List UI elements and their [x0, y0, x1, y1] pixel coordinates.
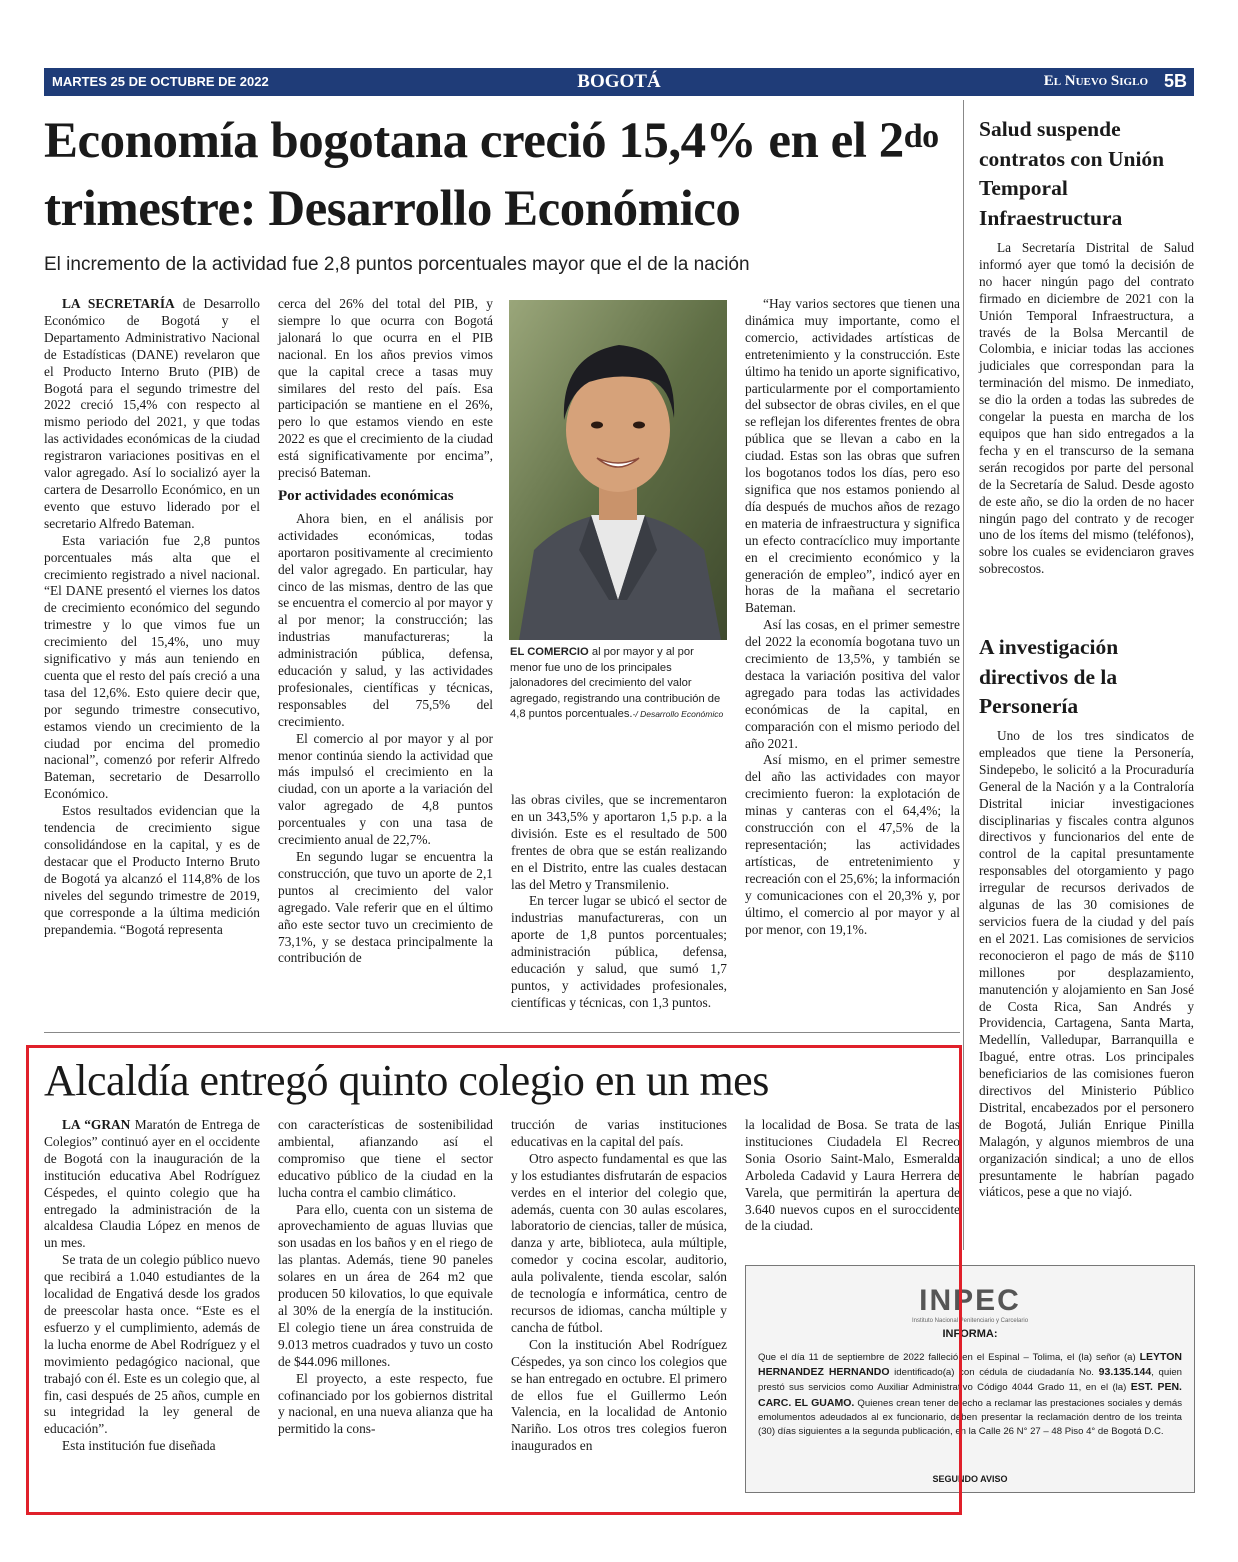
main-story-column-4	[745, 296, 960, 938]
paragraph: Ahora bien, en el análisis por actividades económicas, todas aportaron positivamente al crecimiento del valor agregado. En particular, hay cinco de las mismas, dentro de las que se encuentra el comercio al por mayor y al por menor; la construcción; las industrias manufactureras; la administración pública, defensa, educación y salud, y las actividades profesionales, científicas y técnicas, responsables del 75,5% del crecimiento.	[278, 510, 493, 729]
notice-title: INFORMA:	[942, 1328, 998, 1340]
paragraph: de Desarrollo Económico de Bogotá y el Departamento Administrativo Nacional de Estadísticas (DANE) revelaron que el Producto Interno Bruto (PIB) de Bogotá para el segundo trimestre del 2022 creció 15,4% con respecto al mismo periodo del 2021, y que todas las actividades económicas de la ciudad registraron variaciones positivas en el valor agregado. Así lo socializó ayer la cartera de Desarrollo Económico, en un evento que estuvo liderado por el secretario Alfredo Bateman.	[44, 296, 260, 531]
paragraph: con características de sostenibilidad ambiental, afianzando así el compromiso que tiene el sector educativo público de la ciudad en la lucha contra el cambio climático.	[278, 1117, 493, 1200]
sidebar-headline-health: Salud suspende contratos con Unión Temporal Infraestructura	[979, 117, 1165, 230]
paragraph: El comercio al por mayor y al por menor continúa siendo la actividad que más impulsó el crecimiento en la ciudad, con un aporte a la variación del valor agregado de 4,8 puntos porcentuales y con una tasa de crecimiento anual de 22,7%.	[278, 730, 493, 848]
paragraph: En segundo lugar se encuentra la construcción, que tuvo un aporte de 2,1 puntos al crecimiento del valor agregado. Vale referir que en el último año este sector tuvo un crecimiento de 73,1%, y se destaca principalmente la contribución de	[278, 849, 493, 966]
section-subhead: Por actividades económicas	[278, 487, 454, 504]
lead-in: LA “GRAN	[62, 1117, 131, 1132]
photo-caption	[510, 645, 728, 723]
highlight-box	[26, 1045, 962, 1515]
paragraph: trucción de varias instituciones educativas en la capital del país.	[511, 1117, 727, 1149]
photo-credit: -/ Desarrollo Económico	[632, 709, 724, 719]
publication-date: MARTES 25 DE OCTUBRE DE 2022	[52, 74, 269, 89]
main-subheadline: El incremento de la actividad fue 2,8 puntos porcentuales mayor que el de la nación	[44, 254, 750, 275]
paragraph: Esta institución fue diseñada	[62, 1438, 216, 1454]
secretary-portrait-photo	[509, 300, 727, 640]
paragraph: “Hay varios sectores que tienen una dinámica muy importante, como el comercio, actividades artísticas de entretenimiento y la construcción. Este último ha tenido un aporte significativo, particularmente por el comportamiento del subsector de obras civiles, en el que se reflejan los diferentes frentes de obra pública que se llevan a cabo en la ciudad. Estas son las obras que sufren los bogotanos todos los días, pero eso significa que nos estamos poniendo al día después de muchos años de rezago en materia de infraestructura y significa un efecto contracíclico muy importante en el crecimiento económico y la generación de empleo”, indicó ayer en horas de la mañana el secretario Bateman.	[745, 296, 960, 616]
story-divider	[44, 1032, 960, 1033]
paragraph: En tercer lugar se ubicó el sector de industrias manufactureras, con un aporte de 1,8 puntos porcentuales; administración pública, defensa, educación y salud, que sumó 1,7 puntos, y actividades profesionales, científicas y técnicas, con 1,3 puntos.	[511, 893, 727, 1010]
paragraph: las obras civiles, que se incrementaron en un 343,5% y aportaron 1,5 p.p. a la división. Este es el resultado de 500 frentes de obra que se están realizando en el Distrito, entre las cuales destacan las del Metro y Transmilenio.	[511, 792, 727, 892]
lead-in: LA SECRETARÍA	[62, 296, 175, 311]
paragraph: Maratón de Entrega de Colegios” continuó ayer en el occidente de Bogotá con la inauguración de la institución educativa Abel Rodríguez Céspedes, el quinto colegio que ha entregado la administración de la alcaldesa Claudia López en menos de un mes.	[44, 1117, 260, 1251]
caption-lead: EL COMERCIO	[510, 646, 589, 658]
main-story-column-3	[511, 792, 727, 1012]
paragraph: cerca del 26% del total del PIB, y siempre lo que ocurra con Bogotá jalonará lo que ocurra en el PIB nacional. En los años previos vimos que la capital crece a tasas muy similares del resto del país. Esa participación se mantiene en el 26%, pero lo que estamos viendo en este 2022 es que el crecimiento de la ciudad está significativamente por encima”, precisó Bateman.	[278, 296, 493, 481]
paragraph: Otro aspecto fundamental es que las y los estudiantes disfrutarán de espacios verdes en el interior del colegio que, además, cuenta con 30 aulas escolares, laboratorio de ciencias, taller de música, danza y arte, biblioteca, aula múltiple, comedor y cocina escolar, auditorio, aula polivalente, tienda escolar, salón de tecnología e informática, centro de recursos de idiomas, cancha múltiple y cancha de fútbol.	[511, 1150, 728, 1335]
inpec-logo-subtitle: Instituto Nacional Penitenciario y Carcelario	[911, 1318, 1029, 1324]
headline-ordinal: 2	[878, 113, 904, 169]
notice-text: identificado(a) con cédula de ciudadanía No.	[889, 1367, 1099, 1379]
inpec-logo: INPEC	[919, 1284, 1021, 1317]
paragraph: El proyecto, a este respecto, fue cofinanciado por los gobiernos distrital y nacional, en una nueva alianza que ha permitido la cons-	[278, 1370, 493, 1437]
page-header-bar	[44, 68, 1194, 96]
section-title: BOGOTÁ	[577, 71, 661, 92]
sidebar-headline-personeria: A investigación directivos de la Personería	[979, 635, 1119, 718]
establishment-name: EST. PEN. CARC. EL GUAMO.	[758, 1381, 1182, 1409]
main-story-column-1	[44, 296, 260, 938]
paragraph: Para ello, cuenta con un sistema de aprovechamiento de aguas lluvias que son usadas en los baños y en el riego de las plantas. Además, tiene 90 paneles solares en un área de 264 m2 que producen 50 kilovatios, lo que equivale al 30% de la energía de la institución. El colegio tiene un área construida de 9.013 metros cuadrados y tuvo un costo de $44.096 millones.	[278, 1201, 493, 1369]
sidebar-story-health	[979, 240, 1194, 578]
column-divider	[963, 100, 964, 1250]
headline-text-2: trimestre: Desarrollo Económico	[44, 181, 741, 237]
paragraph: La Secretaría Distrital de Salud informó ayer que tomó la decisión de no hacer ningún pago del contrato firmado en diciembre de 2021 con la Unión Temporal Infraestructura, a través de la Bolsa Mercantil de Colombia, e iniciar todas las acciones judiciales que correspondan para la terminación del mismo. De inmediato, se dio la orden a todas las subredes de congelar la puesta en marcha de los equipos que han sido entregados a la fecha y en el transcurso de la semana serán recogidos por parte del personal de la Secretaría de Salud. Desde agosto de este año, se dio la orden de no hacer ningún pago del contrato y de recoger uno de los ítems del mismo (teléfonos), sobre los cuales se evidenciaron graves sobrecostos.	[979, 240, 1194, 577]
notice-footer: SEGUNDO AVISO	[932, 1474, 1008, 1484]
main-story-column-2	[278, 296, 493, 967]
second-story-headline: Alcaldía entregó quinto colegio en un mes	[44, 1056, 769, 1105]
newspaper-name: El Nuevo Siglo	[1043, 73, 1148, 89]
notice-text: Quienes crean tener derecho a reclamar las prestaciones sociales y demás emolumentos adeudados al ex funcionario, deben presentar la reclamación dentro de los treinta (30) días siguientes a la segunda publicación, en la Calle 26 N° 27 – 48 Piso 4° de Bogotá D.C.	[758, 1397, 1182, 1438]
id-number: 93.135.144	[1098, 1366, 1152, 1379]
deceased-name: LEYTON HERNANDEZ HERNANDO	[758, 1351, 1182, 1379]
caption-text: al por mayor y al por menor fue uno de los principales jalonadores del crecimiento del valor agregado, registrando una contribución de 4,8 puntos porcentuales.	[510, 646, 721, 720]
notice-text: Que el día 11 de septiembre de 2022 falleció en el Espinal – Tolima, el (la) señor (a)	[758, 1352, 1140, 1363]
main-headline	[44, 110, 954, 240]
page-number: 5B	[1163, 71, 1187, 91]
headline-text-1: Economía bogotana creció 15,4% en el	[44, 113, 879, 169]
paragraph: Se trata de un colegio público nuevo que recibirá a 1.040 estudiantes de la localidad de Engativá desde los grados de preescolar hasta once. “Este es el esfuerzo y el cumplimiento, además de la lucha enorme de Abel Rodríguez y el movimiento pedagógico nacional, que trabajó con él. Este es un colegio que, al fin, casi después de 25 años, cumple en su integridad la ley general de educación”.	[44, 1252, 260, 1437]
sidebar-story-personeria	[979, 728, 1194, 1201]
headline-superscript: do	[903, 118, 939, 155]
paragraph: Así mismo, en el primer semestre del año las actividades con mayor crecimiento fueron: la explotación de minas y canteras con el 64,4%; la construcción con el 47,5% de la representación; las actividades artísticas, de entretenimiento y recreación con el 25,6%; la información y comunicaciones con el 20,3% y, por último, el comercio al por mayor y al por menor, con 19,1%.	[745, 752, 960, 937]
paragraph: Estos resultados evidencian que la tendencia de crecimiento sigue consolidándose en la capital, y es de destacar que el Producto Interno Bruto de Bogotá ya alcanzó el 114,8% de los niveles del segundo trimestre de 2019, que corresponde a la última medición prepandemia. “Bogotá representa	[44, 803, 260, 937]
portrait-illustration	[509, 300, 727, 640]
paragraph: Esta variación fue 2,8 puntos porcentuales más alta que el crecimiento registrado a nivel nacional. “El DANE presentó el viernes los datos de crecimiento económico del segundo trimestre y lo que vimos fue un crecimiento del 15,4%, uno muy significativo y más aun teniendo en cuenta que el resto del país creció a una tasa del 12,6%. Esto quiere decir que, por segundo trimestre consecutivo, estamos viendo un crecimiento de la ciudad por encima del promedio nacional”, comenzó por referir Alfredo Bateman, secretario de Desarrollo Económico.	[44, 532, 260, 802]
paragraph: Así las cosas, en el primer semestre del 2022 la economía bogotana tuvo un crecimiento de 13,5%, y también se destaca la variación positiva del valor agregado para todas las actividades económicas de la capital, en comparación con el mismo periodo del año 2021.	[745, 617, 960, 751]
paragraph: Con la institución Abel Rodríguez Céspedes, ya son cinco los colegios que se han entregado en octubre. El primero de ellos fue el Guillermo León Valencia, en la localidad de Antonio Nariño. Los otros tres colegios fueron inaugurados en	[511, 1336, 727, 1454]
paragraph: la localidad de Bosa. Se trata de las instituciones Ciudadela El Recreo Sonia Osorio Saint-Malo, Esmeralda Arboleda Cadavid y Laura Herrera de Varela, que permitirán la apertura de 3.640 nuevos cupos en el suroccidente de la ciudad.	[745, 1117, 960, 1234]
paragraph: Uno de los tres sindicatos de empleados que tiene la Personería, Sindepebo, le solicitó a la Procuraduría General de la Nación y a la Contraloría Distrital iniciar investigaciones disciplinarias y fiscales contra algunos directivos y funcionarios del ente de control de la capital presuntamente responsables del otorgamiento y pago irregular de recursos derivados de algunas de las 30 comisiones de servicios fuera de la ciudad y del país en el 2021. Las comisiones de servicios reconocieron el pago de más de $110 millones por desplazamiento, manutención y alojamiento en San José de Costa Rica, San Andrés y Providencia, Cartagena, Santa Marta, Medellín, Valledupar, Barranquilla e Ibagué, entre otras. Los principales beneficiarios de las comisiones fueron directivos del Ministerio Público Distrital, encabezados por el personero de Bogotá, Julián Enrique Pinilla Malagón, y algunos miembros de una organización sindical; a uno de ellos presuntamente le habrían pagado viáticos, pese a que no viajó.	[979, 728, 1194, 1200]
notice-text: , quien prestó sus servicios como Auxiliar Administrativo Código 4044 Grado 11, en el (la)	[758, 1367, 1182, 1394]
